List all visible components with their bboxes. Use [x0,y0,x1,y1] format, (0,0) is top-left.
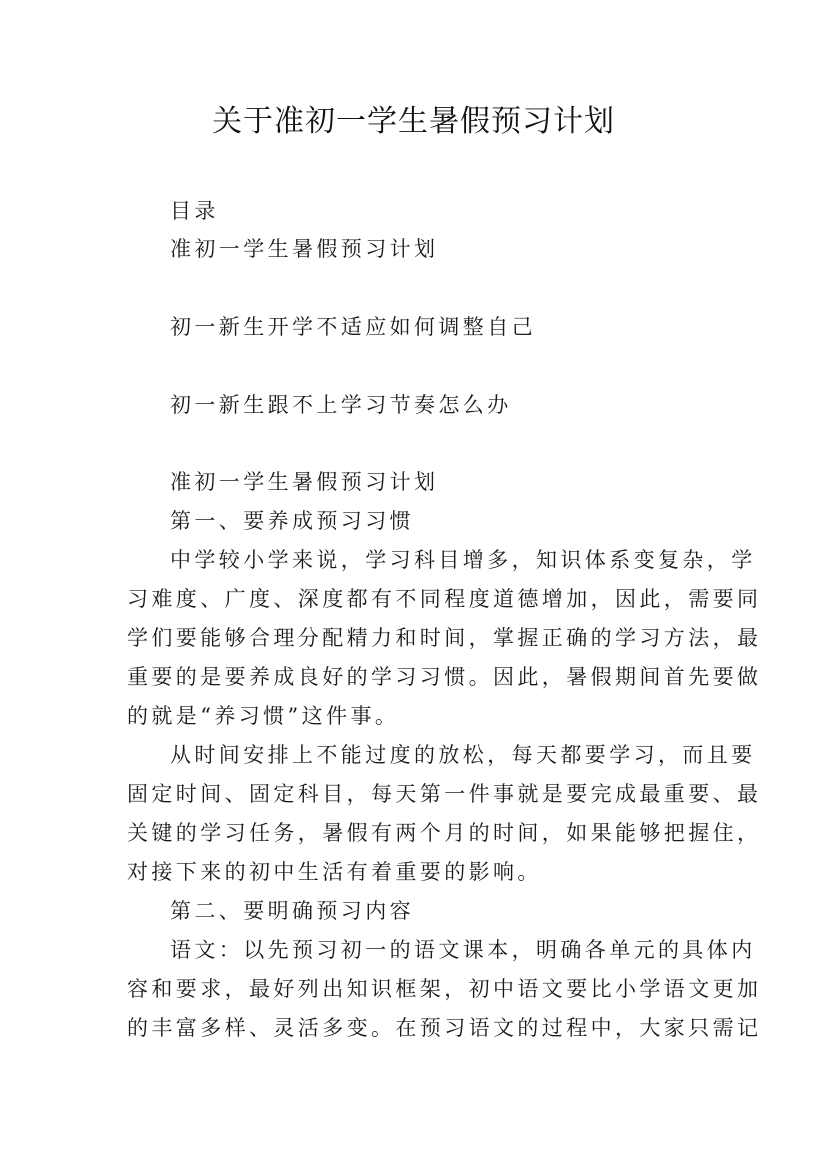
document-title: 关于准初一学生暑假预习计划 [212,104,615,139]
toc-item: 初一新生开学不适应如何调整自己 [170,315,536,339]
paragraph-3-line: 语文：以先预习初一的语文课本，明确各单元的具体内 [170,938,756,962]
paragraph-2-line: 关键的学习任务，暑假有两个月的时间，如果能够把握住， [127,821,762,845]
paragraph-1-line: 学们要能够合理分配精力和时间，掌握正确的学习方法，最 [127,626,762,650]
toc-item: 准初一学生暑假预习计划 [170,237,439,261]
section-title: 准初一学生暑假预习计划 [170,470,439,494]
heading-1: 第一、要养成预习习惯 [170,509,414,533]
paragraph-1-line: 中学较小学来说，学习科目增多，知识体系变复杂，学 [170,548,756,572]
paragraph-2-line: 从时间安排上不能过度的放松，每天都要学习，而且要 [170,743,756,767]
paragraph-1-line: 习难度、广度、深度都有不同程度道德增加，因此，需要同 [127,587,762,611]
paragraph-2-line: 固定时间、固定科目，每天第一件事就是要完成最重要、最 [127,782,762,806]
toc-item: 初一新生跟不上学习节奏怎么办 [170,393,512,417]
paragraph-1-line: 重要的是要养成良好的学习习惯。因此，暑假期间首先要做 [127,665,762,689]
heading-2: 第二、要明确预习内容 [170,899,414,923]
paragraph-2-line: 对接下来的初中生活有着重要的影响。 [127,860,542,884]
paragraph-3-line: 容和要求，最好列出知识框架，初中语文要比小学语文更加 [127,977,762,1001]
toc-heading: 目录 [170,199,219,223]
paragraph-1-line: 的就是“养习惯”这件事。 [127,704,400,728]
paragraph-3-line: 的丰富多样、灵活多变。在预习语文的过程中，大家只需记 [127,1016,762,1040]
